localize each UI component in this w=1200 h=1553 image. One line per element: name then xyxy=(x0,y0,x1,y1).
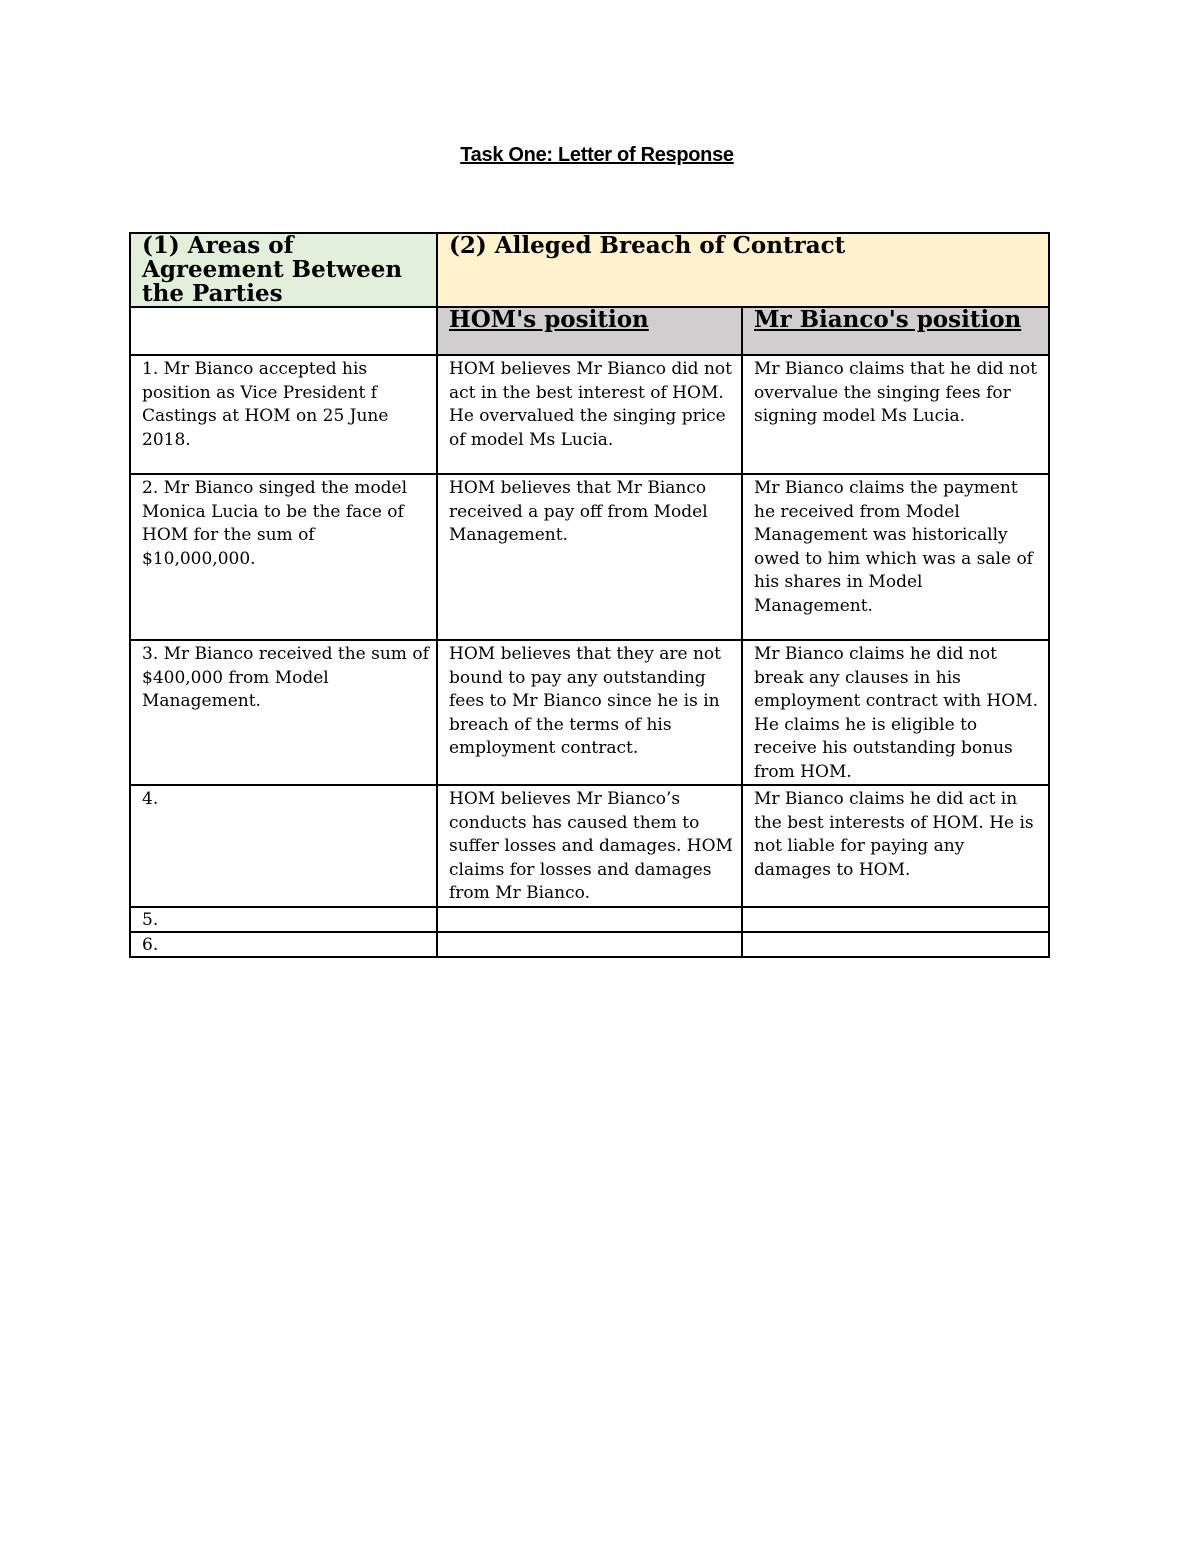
hom-position-cell: HOM believes Mr Bianco did not act in the best interest of HOM. He overvalued the singing price of model Ms Lucia. xyxy=(437,355,742,474)
table-row xyxy=(130,785,1049,907)
bianco-position-cell xyxy=(742,907,1049,932)
area-cell: 6. xyxy=(130,932,437,957)
header-bianco-position: Mr Bianco's position xyxy=(742,307,1049,355)
hom-position-cell: HOM believes that they are not bound to pay any outstanding fees to Mr Bianco since he is in breach of the terms of his employment contract. xyxy=(437,640,742,785)
header-empty-cell xyxy=(130,307,437,355)
hom-position-cell: HOM believes that Mr Bianco received a pay off from Model Management. xyxy=(437,474,742,640)
page-title: Task One: Letter of Response xyxy=(460,144,734,166)
table-row xyxy=(130,355,1049,474)
hom-position-cell: HOM believes Mr Bianco’s conducts has caused them to suffer losses and damages. HOM claims for losses and damages from Mr Bianco. xyxy=(437,785,742,907)
hom-position-cell xyxy=(437,932,742,957)
response-table xyxy=(129,232,1050,958)
header-hom-position: HOM's position xyxy=(437,307,742,355)
table-subheader-row xyxy=(130,307,1049,355)
bianco-position-cell: Mr Bianco claims he did act in the best interests of HOM. He is not liable for paying any damages to HOM. xyxy=(742,785,1049,907)
area-cell: 3. Mr Bianco received the sum of $400,000 from Model Management. xyxy=(130,640,437,785)
hom-position-cell xyxy=(437,907,742,932)
table-header-row xyxy=(130,233,1049,307)
bianco-position-cell: Mr Bianco claims he did not break any clauses in his employment contract with HOM. He claims he is eligible to receive his outstanding bonus from HOM. xyxy=(742,640,1049,785)
table-row xyxy=(130,474,1049,640)
bianco-position-cell: Mr Bianco claims that he did not overvalue the singing fees for signing model Ms Lucia. xyxy=(742,355,1049,474)
table-row xyxy=(130,907,1049,932)
table-row xyxy=(130,640,1049,785)
table-row xyxy=(130,932,1049,957)
header-areas-of-agreement: (1) Areas of Agreement Between the Parties xyxy=(130,233,437,307)
area-cell: 5. xyxy=(130,907,437,932)
area-cell: 4. xyxy=(130,785,437,907)
area-cell: 1. Mr Bianco accepted his position as Vice President f Castings at HOM on 25 June 2018. xyxy=(130,355,437,474)
bianco-position-cell: Mr Bianco claims the payment he received from Model Management was historically owed to him which was a sale of his shares in Model Management. xyxy=(742,474,1049,640)
bianco-position-cell xyxy=(742,932,1049,957)
area-cell: 2. Mr Bianco singed the model Monica Lucia to be the face of HOM for the sum of $10,000,000. xyxy=(130,474,437,640)
header-alleged-breach: (2) Alleged Breach of Contract xyxy=(437,233,1049,307)
